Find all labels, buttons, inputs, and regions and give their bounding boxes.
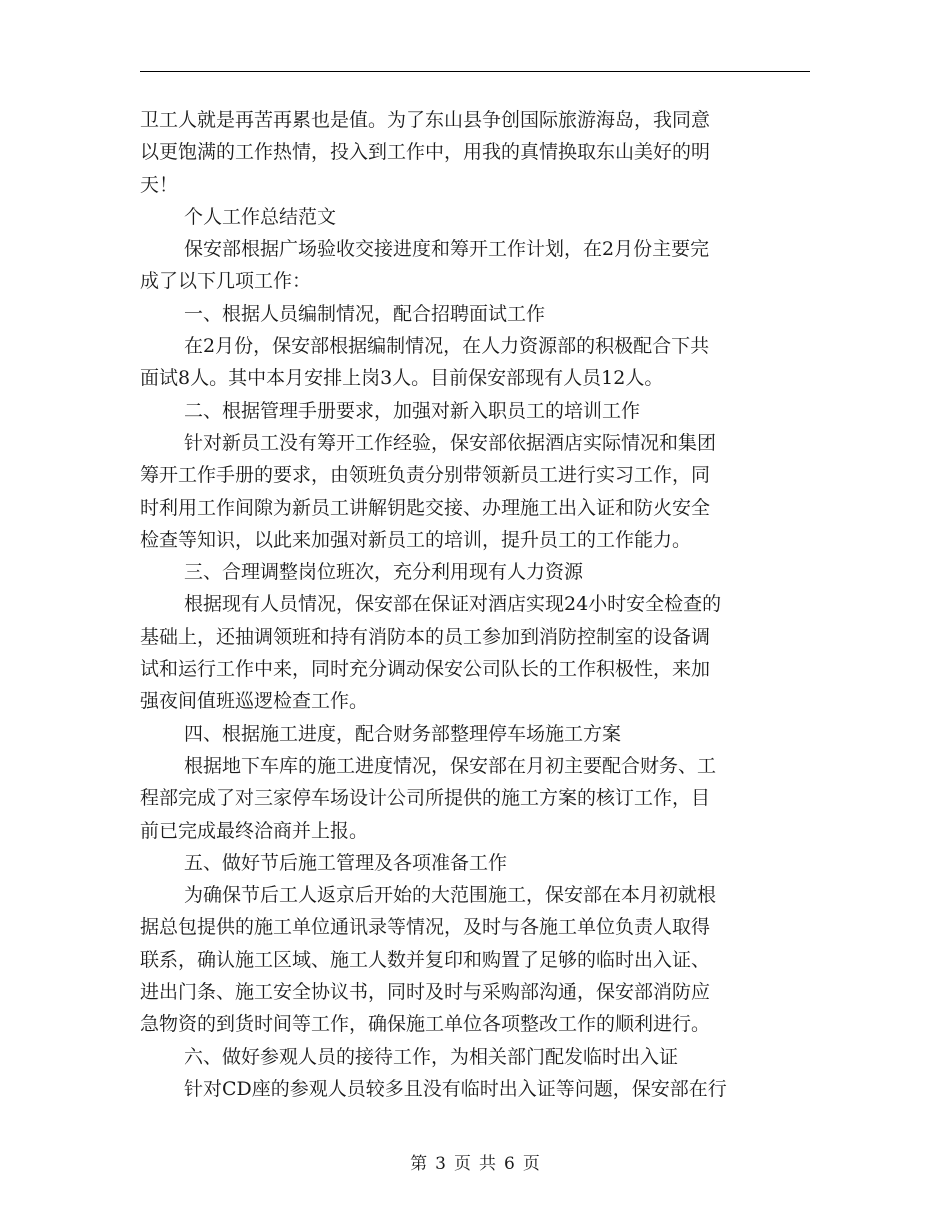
text-line: 前已完成最终洽商并上报。 <box>140 819 369 842</box>
text-line: 四、根据施工进度，配合财务部整理停车场施工方案 <box>184 722 622 745</box>
page-footer <box>0 1152 950 1176</box>
text-line: 根据地下车库的施工进度情况，保安部在月初主要配合财务、工 <box>184 754 717 777</box>
text-line: 面试8人。其中本月安排上岗3人。目前保安部现有人员12人。 <box>140 367 664 390</box>
footer-current-page: 3 <box>435 1154 446 1174</box>
text-line: 一、根据人员编制情况，配合招聘面试工作 <box>184 302 546 325</box>
text-line: 卫工人就是再苦再累也是值。为了东山县争创国际旅游海岛，我同意 <box>140 109 711 131</box>
text-line: 个人工作总结范文 <box>184 205 337 228</box>
text-line: 为确保节后工人返京后开始的大范围施工，保安部在本月初就根 <box>184 884 717 907</box>
text-line: 针对CD座的参观人员较多且没有临时出入证等问题，保安部在行 <box>184 1077 727 1100</box>
text-line: 三、合理调整岗位班次，充分利用现有人力资源 <box>184 561 584 584</box>
text-line: 针对新员工没有筹开工作经验，保安部依据酒店实际情况和集团 <box>184 431 717 454</box>
text-line: 程部完成了对三家停车场设计公司所提供的施工方案的核订工作，目 <box>140 787 711 810</box>
text-line: 六、做好参观人员的接待工作，为相关部门配发临时出入证 <box>184 1045 679 1068</box>
text-line: 基础上，还抽调领班和持有消防本的员工参加到消防控制室的设备调 <box>140 625 711 648</box>
text-line: 进出门条、施工安全协议书，同时及时与采购部沟通，保安部消防应 <box>140 981 711 1004</box>
text-line: 五、做好节后施工管理及各项准备工作 <box>184 851 508 874</box>
text-line: 强夜间值班巡逻检查工作。 <box>140 690 369 713</box>
text-line: 筹开工作手册的要求，由领班负责分别带领新员工进行实习工作，同 <box>140 464 711 487</box>
text-line: 根据现有人员情况，保安部在保证对酒店实现24小时安全检查的 <box>184 593 722 616</box>
text-line: 联系，确认施工区域、施工人数并复印和购置了足够的临时出入证、 <box>140 948 711 971</box>
header-rule <box>140 71 810 72</box>
text-line: 在2月份，保安部根据编制情况，在人力资源部的积极配合下共 <box>184 335 710 358</box>
text-line: 急物资的到货时间等工作，确保施工单位各项整改工作的顺利进行。 <box>140 1013 711 1036</box>
text-line: 时利用工作间隙为新员工讲解钥匙交接、办理施工出入证和防火安全 <box>140 496 711 519</box>
footer-page-word: 页 <box>454 1154 471 1174</box>
text-line: 二、根据管理手册要求，加强对新入职员工的培训工作 <box>184 399 641 422</box>
text-line: 试和运行工作中来，同时充分调动保安公司队长的工作积极性，来加 <box>140 658 711 681</box>
text-line: 保安部根据广场验收交接进度和筹开工作计划，在2月份主要完 <box>184 238 710 261</box>
text-line: 成了以下几项工作： <box>140 270 312 293</box>
text-line: 据总包提供的施工单位通讯录等情况，及时与各施工单位负责人取得 <box>140 916 711 939</box>
footer-total-word: 共 <box>479 1154 496 1174</box>
text-line: 天！ <box>140 173 179 196</box>
footer-prefix: 第 <box>410 1154 428 1174</box>
footer-suffix: 页 <box>522 1154 540 1174</box>
text-line: 检查等知识，以此来加强对新员工的培训，提升员工的工作能力。 <box>140 528 692 551</box>
text-line: 以更饱满的工作热情，投入到工作中，用我的真情换取东山美好的明 <box>140 141 711 164</box>
footer-total-pages: 6 <box>504 1154 515 1174</box>
document-body <box>140 104 810 1105</box>
